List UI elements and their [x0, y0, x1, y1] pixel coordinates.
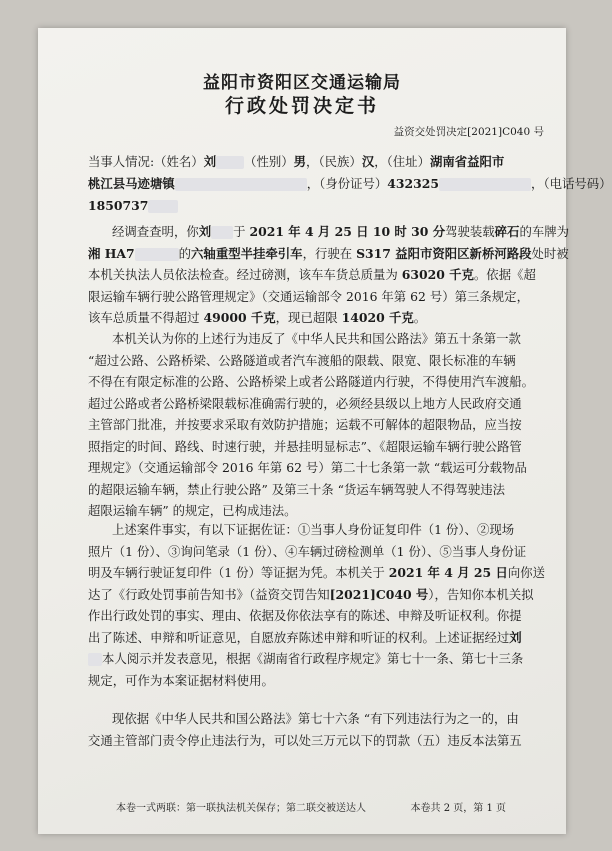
facts-line: 本机关执法人员依法检查。经过磅测，该车车货总质量为 63020 千克。依据《超: [88, 267, 536, 282]
penalty-line: 交通主管部门责令停止违法行为，可以处三万元以下的罚款（五）违反本法第五: [88, 732, 522, 748]
redacted-area: [211, 226, 233, 239]
redacted-area: [88, 653, 102, 666]
redacted-area: [148, 200, 178, 213]
facts-line: 湘 HA7 的六轴重型半挂牵引车，行驶在 S317 益阳市资阳区新桥河路段处时被: [88, 245, 569, 261]
law-line: 超过公路或者公路桥梁限载标准确需行驶的，必须经县级以上地方人民政府交通: [88, 395, 522, 411]
penalty-line: 现依据《中华人民共和国公路法》第七十六条 “有下列违法行为之一的，由: [112, 711, 519, 726]
law-line: 的超限运输车辆，禁止行驶公路” 及第三十条 “货运车辆驾驶人不得驾驶违法: [88, 481, 506, 497]
evidence-line: 上述案件事实，有以下证据佐证：①当事人身份证复印件（1 份）、②现场: [112, 522, 515, 537]
law-line: 超限运输车辆” 的规定，已构成违法。: [88, 503, 297, 518]
law-line: 本机关认为你的上述行为违反了《中华人民共和国公路法》第五十条第一款: [112, 331, 521, 346]
facts-line: 该车总质量不得超过 49000 千克，现已超限 14020 千克。: [88, 310, 427, 325]
evidence-line: 达了《行政处罚事前告知书》（益资交罚告知[2021]C040 号），告知你本机关拟: [88, 586, 534, 602]
document-number: 益资交处罚决定[2021]C040 号: [393, 126, 544, 138]
evidence-line: 出了陈述、申辩和听证意见，自愿放弃陈述申辩和听证的权利。上述证据经过刘: [88, 629, 522, 645]
footer-pages: 本卷共 2 页，第 1 页: [410, 803, 506, 814]
law-line: “超过公路、公路桥梁、公路隧道或者汽车渡船的限载、限宽、限长标准的车辆: [88, 352, 516, 368]
law-line: 照指定的时间、路线、时速行驶，并悬挂明显标志”、《超限运输车辆行驶公路管: [88, 438, 522, 454]
redacted-area: [439, 178, 531, 191]
evidence-line: 明及车辆行驶证复印件（1 份）等证据为凭。本机关于 2021 年 4 月 25 日向你送: [88, 565, 546, 580]
party-line-2: 桃江县马迹塘镇 ，（身份证号）432325 ，（电话号码）: [88, 176, 612, 191]
party-line-1: 当事人情况:（姓名）刘 （性别）男，（民族）汉，（住址）湖南省益阳市: [88, 154, 505, 169]
law-line: 主管部门批准，并按要求采取有效防护措施；运载不可解体的超限物品，应当按: [88, 417, 522, 432]
evidence-line: 作出行政处罚的事实、理由、依据及你依法享有的陈述、申辩及听证权利。你提: [88, 608, 522, 623]
evidence-line: 规定，可作为本案证据材料使用。: [88, 672, 274, 688]
document-title: 行政处罚决定书: [224, 95, 379, 117]
redacted-area: [175, 178, 307, 191]
agency-title: 益阳市资阳区交通运输局: [203, 73, 401, 93]
footer-note: 本卷一式两联：第一联执法机关保存；第二联交被送达人: [116, 803, 366, 814]
evidence-line: 照片（1 份）、③询问笔录（1 份）、④车辆过磅检测单（1 份）、⑤当事人身份证: [88, 543, 527, 559]
law-line: 理规定》（交通运输部令 2016 年第 62 号）第二十七条第一款 “载运可分载物品: [88, 460, 527, 475]
facts-line: 经调查查明，你刘 于 2021 年 4 月 25 日 10 时 30 分驾驶装载碎石的车牌为: [112, 224, 569, 239]
redacted-area: [216, 156, 244, 169]
facts-line: 限运输车辆行驶公路管理规定》（交通运输部令 2016 年第 62 号）第三条规定，: [88, 288, 529, 304]
law-line: 不得在有限定标准的公路、公路桥梁上或者公路隧道内行驶，不得使用汽车渡船。: [88, 374, 535, 389]
document-page: [38, 28, 612, 834]
redacted-area: [135, 248, 179, 261]
evidence-line: 本人阅示并发表意见，根据《湖南省行政程序规定》第七十一条、第七十三条: [88, 649, 523, 668]
party-line-3: 1850737: [88, 196, 178, 215]
